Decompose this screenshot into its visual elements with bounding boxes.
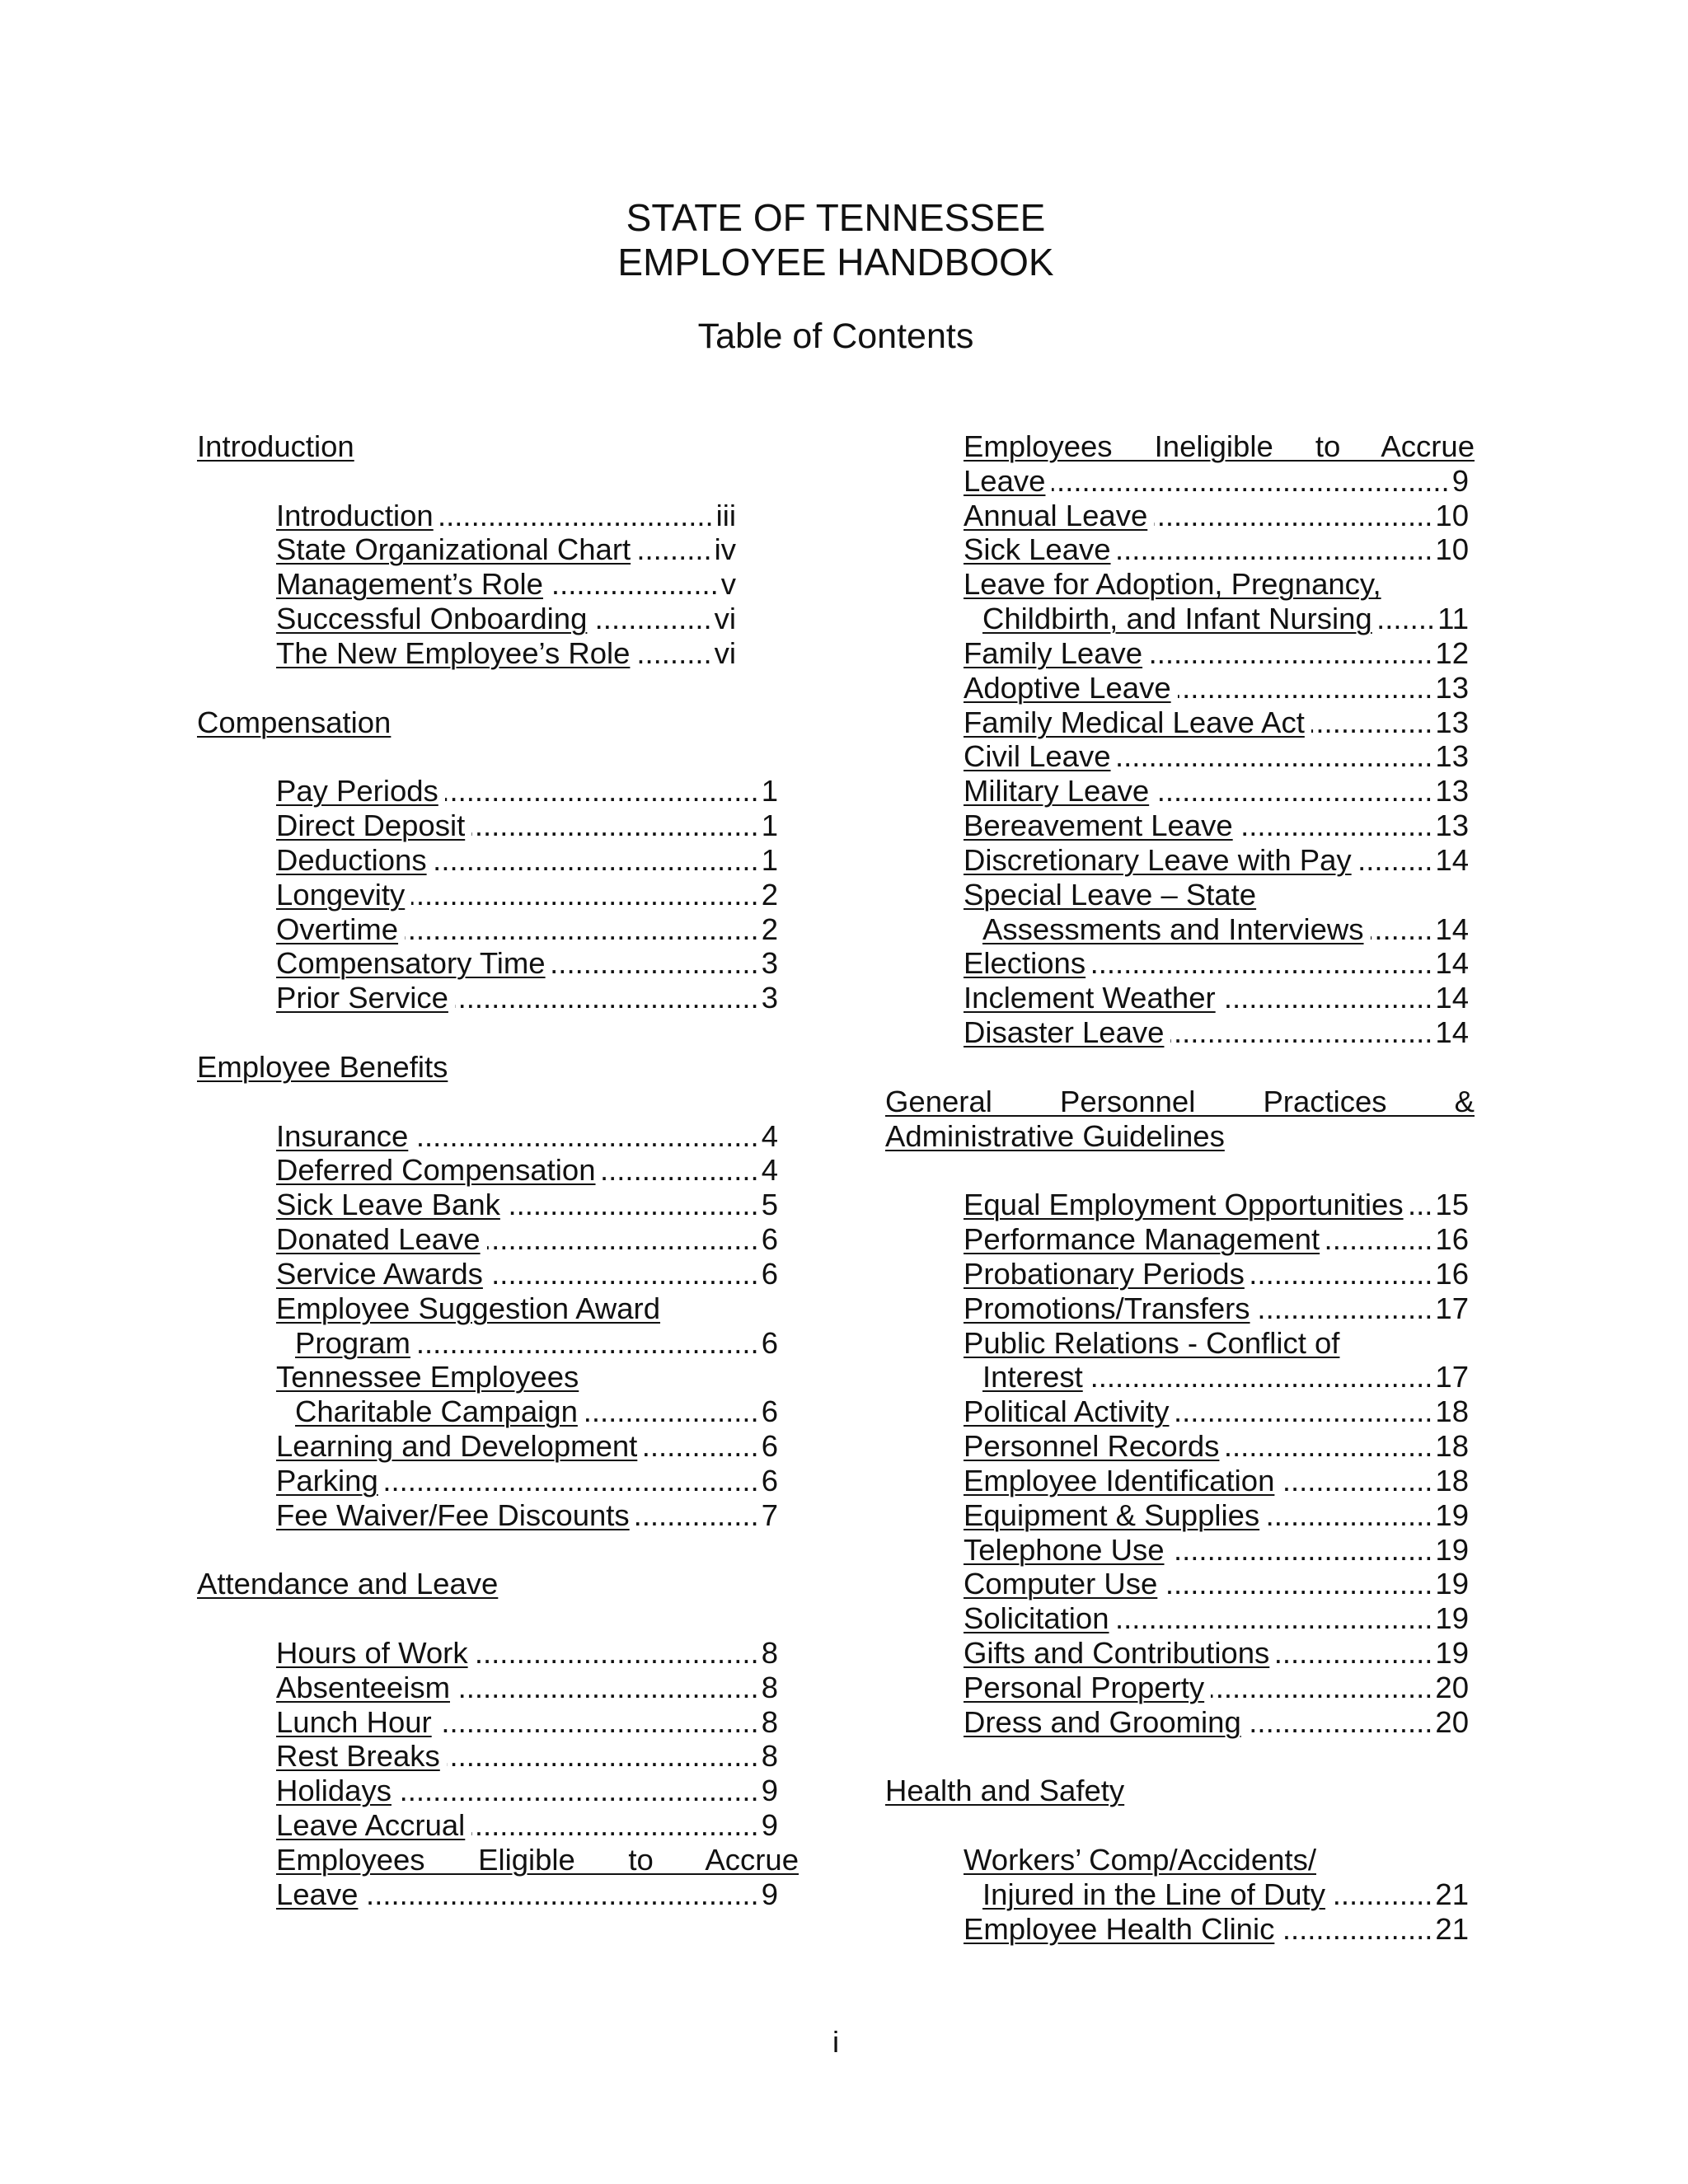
toc-entry-title[interactable]: Rest Breaks	[276, 1739, 440, 1774]
toc-entry	[964, 1705, 1469, 1740]
toc-entry-title[interactable]: Deferred Compensation	[276, 1153, 596, 1188]
dot-leader	[415, 1119, 758, 1154]
toc-entry-title[interactable]: Political Activity	[964, 1394, 1170, 1429]
toc-entry-title[interactable]: Pay Periods	[276, 774, 438, 808]
toc-entry-page: 13	[1435, 774, 1469, 808]
toc-entry-page: 13	[1435, 670, 1469, 705]
toc-entry-title[interactable]: Family Leave	[964, 635, 1143, 670]
toc-entry	[964, 499, 1469, 533]
toc-entry-title-line2[interactable]: Leave	[964, 463, 1046, 498]
toc-entry-title[interactable]: Hours of Work	[276, 1635, 468, 1670]
toc-entry-title[interactable]: Telephone Use	[964, 1532, 1165, 1567]
dot-leader	[1118, 532, 1433, 567]
toc-entry-page: 3	[761, 946, 778, 981]
toc-entry	[276, 499, 736, 533]
toc-entry-title[interactable]: Insurance	[276, 1118, 409, 1153]
toc-entry-page: 9	[761, 1877, 778, 1911]
dot-leader	[1154, 499, 1432, 533]
toc-entry-title[interactable]: Management’s Role	[276, 567, 543, 602]
toc-entry-page: 16	[1435, 1222, 1469, 1257]
dot-leader	[552, 946, 759, 981]
toc-entry-page: 2	[761, 912, 778, 946]
toc-entry-page: 13	[1435, 705, 1469, 739]
toc-entry-page: 14	[1435, 946, 1469, 981]
toc-entry-title[interactable]: Longevity	[276, 877, 406, 912]
toc-entry-title[interactable]: Personal Property	[964, 1670, 1205, 1704]
toc-entry-title[interactable]: Fee Waiver/Fee Discounts	[276, 1497, 630, 1532]
toc-entry-title[interactable]: Gifts and Contributions	[964, 1635, 1270, 1670]
toc-entry	[276, 567, 736, 602]
toc-entry-title-line2[interactable]: Program	[295, 1325, 410, 1360]
toc-entry-title[interactable]: Promotions/Transfers	[964, 1291, 1250, 1325]
toc-entry-page: 20	[1435, 1704, 1469, 1739]
toc-entry-title[interactable]: Employee Identification	[964, 1463, 1275, 1497]
toc-left-column	[197, 429, 799, 1912]
dot-leader	[471, 808, 758, 843]
spacer	[197, 671, 778, 705]
toc-entry-title-line1[interactable]: Tennessee Employees	[276, 1360, 579, 1394]
handbook-title-line1: STATE OF TENNESSEE	[626, 196, 1046, 239]
dot-leader	[487, 1222, 759, 1257]
spacer	[197, 1015, 778, 1050]
toc-entry-line2	[964, 464, 1469, 499]
toc-entry-line1	[276, 1360, 778, 1394]
toc-entry-title[interactable]: State Organizational Chart	[276, 532, 631, 567]
toc-entry-title[interactable]: Adoptive Leave	[964, 670, 1171, 705]
toc-entry	[276, 774, 778, 808]
dot-leader	[636, 1498, 759, 1533]
dot-leader	[507, 1188, 759, 1222]
toc-entry	[276, 981, 778, 1015]
toc-entry-title[interactable]: Dress and Grooming	[964, 1704, 1241, 1739]
dot-leader	[1379, 602, 1435, 636]
toc-entry-title-line2[interactable]: Assessments and Interviews	[982, 912, 1364, 946]
toc-entry-page: 1	[761, 842, 778, 877]
toc-entry-line1	[964, 878, 1469, 912]
toc-entry-page: 14	[1435, 912, 1469, 946]
section-heading-row	[885, 1119, 1469, 1154]
toc-entry-title[interactable]: Equal Employment Opportunities	[964, 1188, 1404, 1222]
toc-entry-title[interactable]: Military Leave	[964, 774, 1150, 808]
toc-entry-line2	[964, 1877, 1469, 1912]
dot-leader	[1226, 1429, 1432, 1464]
toc-entry-page: vi	[714, 602, 736, 636]
toc-entry	[964, 774, 1469, 808]
dot-leader	[1311, 705, 1433, 740]
toc-entry-page: 13	[1435, 739, 1469, 774]
dot-leader	[644, 1429, 758, 1464]
toc-entry-title[interactable]: Overtime	[276, 912, 399, 946]
dot-leader	[1118, 739, 1433, 774]
toc-entry-title[interactable]: Performance Management	[964, 1222, 1320, 1257]
toc-entry	[964, 1636, 1469, 1671]
spacer	[197, 1601, 778, 1636]
dot-leader	[1149, 636, 1432, 671]
toc-entry	[276, 1636, 778, 1671]
toc-entry-title[interactable]: Introduction	[276, 498, 434, 532]
toc-entry	[964, 1394, 1469, 1429]
dot-leader	[1248, 1705, 1433, 1740]
section-heading-health-and-safety[interactable]: Health and Safety	[885, 1774, 1125, 1808]
toc-entry-page: 14	[1435, 1015, 1469, 1050]
toc-entry-title-line1[interactable]: Leave for Adoption, Pregnancy,	[964, 567, 1381, 602]
toc-entry-line1	[964, 1843, 1469, 1877]
toc-entry	[964, 1257, 1469, 1291]
toc-entry	[964, 636, 1469, 671]
toc-entry-line2	[276, 1394, 778, 1429]
toc-entry	[964, 981, 1469, 1015]
dot-leader	[1178, 671, 1433, 705]
toc-entry	[276, 1671, 778, 1705]
toc-entry-page: 9	[761, 1774, 778, 1808]
toc-entry-title[interactable]: Service Awards	[276, 1256, 483, 1291]
dot-leader	[1052, 464, 1449, 499]
dot-leader	[411, 878, 758, 912]
toc-entry	[964, 808, 1469, 843]
section-heading-general-personnel-line2[interactable]: Administrative Guidelines	[885, 1118, 1225, 1153]
dot-leader	[1266, 1498, 1432, 1533]
toc-entry-page: 19	[1435, 1635, 1469, 1670]
toc-entry	[964, 1601, 1469, 1636]
dot-leader	[398, 1774, 759, 1808]
toc-entry	[964, 671, 1469, 705]
toc-entry-title[interactable]: Inclement Weather	[964, 981, 1216, 1015]
toc-entry-title[interactable]: Computer Use	[964, 1567, 1158, 1601]
dot-leader	[593, 602, 711, 636]
toc-entry-title[interactable]: Probationary Periods	[964, 1256, 1245, 1291]
toc-entry-page: 18	[1435, 1463, 1469, 1497]
toc-entry	[964, 1188, 1469, 1222]
toc-entry	[964, 1429, 1469, 1464]
toc-entry	[964, 705, 1469, 740]
toc-entry	[964, 1015, 1469, 1050]
dot-leader	[1332, 1877, 1432, 1912]
toc-entry-page: 17	[1435, 1360, 1469, 1394]
toc-entry-page: 19	[1435, 1532, 1469, 1567]
toc-entry-page: 1	[761, 774, 778, 808]
toc-entry-page: 14	[1435, 842, 1469, 877]
toc-entry	[276, 636, 736, 671]
toc-entry-page: 8	[761, 1704, 778, 1739]
dot-leader	[1410, 1188, 1433, 1222]
dot-leader	[1240, 808, 1433, 843]
toc-entry-page: 8	[761, 1635, 778, 1670]
toc-entry	[964, 1533, 1469, 1568]
toc-entry-title-line1[interactable]: Employees Eligible to Accrue	[276, 1842, 799, 1877]
dot-leader	[455, 981, 759, 1015]
toc-entry-page: iii	[715, 498, 736, 532]
page-number: i	[832, 2025, 840, 2059]
toc-entry-title-line2[interactable]: Leave	[276, 1877, 359, 1911]
toc-entry-title[interactable]: Learning and Development	[276, 1429, 638, 1464]
toc-entry	[276, 1774, 778, 1808]
toc-entry-page: 19	[1435, 1497, 1469, 1532]
dot-leader	[364, 1877, 758, 1912]
dot-leader	[405, 912, 759, 947]
toc-entry-title[interactable]: Lunch Hour	[276, 1704, 432, 1739]
toc-entry	[276, 946, 778, 981]
toc-entry-page: 6	[761, 1394, 778, 1429]
toc-entry-line2	[276, 1326, 778, 1361]
dot-leader	[385, 1464, 759, 1498]
toc-entry-line2	[964, 1360, 1469, 1394]
toc-entry-page: v	[720, 567, 736, 602]
toc-entry	[964, 843, 1469, 878]
toc-entry-page: 8	[761, 1739, 778, 1774]
toc-entry	[276, 843, 778, 878]
toc-entry-page: 12	[1435, 635, 1469, 670]
spacer	[197, 1085, 778, 1119]
toc-entry-page: 5	[761, 1188, 778, 1222]
dot-leader	[440, 499, 714, 533]
toc-entry	[964, 532, 1469, 567]
section-heading-row	[197, 429, 778, 464]
dot-leader	[1090, 1360, 1433, 1394]
toc-entry	[276, 912, 778, 947]
toc-entry-page: 7	[761, 1497, 778, 1532]
dot-leader	[1176, 1394, 1433, 1429]
toc-entry-line1	[964, 567, 1469, 602]
toc-entry	[276, 1188, 778, 1222]
section-heading-row	[197, 1050, 778, 1085]
toc-entry-title[interactable]: Donated Leave	[276, 1222, 481, 1257]
toc-entry-title[interactable]: Compensatory Time	[276, 946, 546, 981]
toc-entry-page: 17	[1435, 1291, 1469, 1325]
toc-entry-page: 19	[1435, 1601, 1469, 1636]
toc-entry-page: 6	[761, 1256, 778, 1291]
toc-entry-title-line2[interactable]: Childbirth, and Infant Nursing	[982, 602, 1372, 636]
spacer	[197, 1533, 778, 1568]
dot-leader	[1251, 1257, 1433, 1291]
toc-entry	[276, 808, 778, 843]
toc-entry-title[interactable]: Annual Leave	[964, 498, 1148, 532]
toc-entry	[964, 1567, 1469, 1601]
toc-entry-title[interactable]: Direct Deposit	[276, 808, 466, 843]
toc-entry-title[interactable]: Family Medical Leave Act	[964, 705, 1305, 739]
toc-entry-page: 18	[1435, 1429, 1469, 1464]
toc-entry	[276, 1739, 778, 1774]
toc-entry	[964, 739, 1469, 774]
toc-entry	[276, 1808, 778, 1843]
spacer	[197, 464, 778, 499]
dot-leader	[417, 1326, 759, 1361]
toc-entry-title[interactable]: Elections	[964, 946, 1086, 981]
toc-entry	[276, 1153, 778, 1188]
section-heading-general-personnel-line1[interactable]: General Personnel Practices &	[885, 1084, 1475, 1118]
dot-leader	[1156, 774, 1432, 808]
dot-leader	[1170, 1015, 1432, 1050]
toc-entry	[276, 1498, 778, 1533]
dot-leader	[603, 1153, 759, 1188]
toc-entry	[964, 946, 1469, 981]
dot-leader	[471, 1808, 758, 1843]
dot-leader	[1326, 1222, 1432, 1257]
toc-entry-title[interactable]: Deductions	[276, 842, 427, 877]
dot-leader	[445, 774, 759, 808]
toc-entry	[276, 602, 736, 636]
toc-entry	[964, 1498, 1469, 1533]
toc-entry-title[interactable]: Sick Leave	[964, 532, 1111, 567]
toc-entry-title-line1[interactable]: Employee Suggestion Award	[276, 1291, 661, 1325]
toc-entry-title[interactable]: Disaster Leave	[964, 1015, 1165, 1050]
toc-entry-line2	[964, 602, 1469, 636]
spacer	[885, 1739, 1469, 1774]
dot-leader	[434, 843, 759, 878]
dot-leader	[1281, 1912, 1432, 1947]
dot-leader	[1171, 1533, 1433, 1568]
toc-entry	[276, 1257, 778, 1291]
toc-entry	[964, 1671, 1469, 1705]
dot-leader	[584, 1394, 759, 1429]
toc-entry-page: 6	[761, 1325, 778, 1360]
toc-entry-page: 13	[1435, 808, 1469, 843]
dot-leader	[1092, 946, 1432, 981]
toc-entry-page: 3	[761, 981, 778, 1015]
toc-title: Table of Contents	[697, 316, 974, 356]
section-heading-compensation[interactable]: Compensation	[197, 705, 392, 739]
spacer	[885, 1050, 1469, 1085]
toc-entry	[964, 1222, 1469, 1257]
toc-entry-title[interactable]: Civil Leave	[964, 739, 1111, 774]
toc-entry	[276, 1464, 778, 1498]
toc-entry-page: 10	[1435, 498, 1469, 532]
toc-entry-title[interactable]: Discretionary Leave with Pay	[964, 842, 1352, 877]
dot-leader	[1222, 981, 1433, 1015]
toc-entry	[276, 1119, 778, 1154]
toc-entry	[964, 1464, 1469, 1498]
toc-entry-title[interactable]: Bereavement Leave	[964, 808, 1233, 843]
dot-leader	[1211, 1671, 1432, 1705]
dot-leader	[636, 636, 711, 671]
dot-leader	[637, 532, 712, 567]
toc-entry	[276, 532, 736, 567]
toc-entry-title-line1[interactable]: Public Relations - Conflict of	[964, 1325, 1340, 1360]
toc-entry-page: 1	[761, 808, 778, 843]
toc-entry-page: 16	[1435, 1256, 1469, 1291]
spacer	[197, 739, 778, 774]
spacer	[885, 1153, 1469, 1188]
toc-entry-title-line1[interactable]: Employees Ineligible to Accrue	[964, 429, 1475, 463]
toc-entry-title[interactable]: The New Employee’s Role	[276, 635, 631, 670]
toc-entry-title[interactable]: Prior Service	[276, 981, 448, 1015]
toc-entry-line2	[964, 912, 1469, 947]
toc-entry-page: 4	[761, 1118, 778, 1153]
toc-entry-line1	[276, 1291, 778, 1326]
toc-entry-title-line1[interactable]: Workers’ Comp/Accidents/	[964, 1842, 1316, 1877]
dot-leader	[1281, 1464, 1432, 1498]
toc-entry-title[interactable]: Leave Accrual	[276, 1808, 466, 1843]
toc-entry-line2	[276, 1877, 778, 1912]
toc-entry-page: 10	[1435, 532, 1469, 567]
toc-entry-page: 6	[761, 1222, 778, 1257]
dot-leader	[475, 1636, 759, 1671]
toc-entry-page: 21	[1435, 1877, 1469, 1911]
toc-entry-title-line2[interactable]: Charitable Campaign	[295, 1394, 578, 1429]
section-heading-employee-benefits[interactable]: Employee Benefits	[197, 1049, 448, 1084]
toc-entry-page: 9	[761, 1808, 778, 1843]
dot-leader	[438, 1705, 759, 1740]
section-heading-row	[197, 1567, 778, 1601]
toc-entry-page: 14	[1435, 981, 1469, 1015]
dot-leader	[457, 1671, 759, 1705]
section-heading-attendance-and-leave[interactable]: Attendance and Leave	[197, 1567, 499, 1601]
toc-entry-page: 8	[761, 1670, 778, 1704]
toc-entry-title-line2[interactable]: Interest	[982, 1360, 1083, 1394]
toc-entry-page: 15	[1435, 1188, 1469, 1222]
toc-entry-title-line2[interactable]: Injured in the Line of Duty	[982, 1877, 1325, 1911]
toc-entry-page: 21	[1435, 1911, 1469, 1946]
toc-entry-title[interactable]: Holidays	[276, 1774, 392, 1808]
toc-entry	[276, 1429, 778, 1464]
section-heading-row	[885, 1774, 1469, 1808]
toc-right-column	[885, 429, 1475, 1946]
toc-entry-title[interactable]: Solicitation	[964, 1601, 1109, 1636]
dot-leader	[1257, 1291, 1433, 1326]
toc-entry-page: vi	[714, 635, 736, 670]
toc-entry-page: 6	[761, 1463, 778, 1497]
dot-leader	[1116, 1601, 1433, 1636]
dot-leader	[447, 1739, 759, 1774]
section-heading-introduction[interactable]: Introduction	[197, 429, 354, 463]
handbook-title-line2: EMPLOYEE HANDBOOK	[617, 241, 1054, 284]
dot-leader	[490, 1257, 759, 1291]
dot-leader	[1276, 1636, 1432, 1671]
dot-leader	[1371, 912, 1433, 947]
toc-entry-title-line1[interactable]: Special Leave – State	[964, 877, 1257, 912]
toc-entry-page: 9	[1451, 463, 1469, 498]
toc-entry-title[interactable]: Successful Onboarding	[276, 602, 588, 636]
dot-leader	[1164, 1567, 1432, 1601]
toc-entry-page: 6	[761, 1429, 778, 1464]
toc-entry-title[interactable]: Sick Leave Bank	[276, 1188, 500, 1222]
toc-entry-title[interactable]: Personnel Records	[964, 1429, 1220, 1464]
toc-entry	[276, 1222, 778, 1257]
toc-entry-page: 18	[1435, 1394, 1469, 1429]
toc-entry-page: 4	[761, 1153, 778, 1188]
toc-entry	[964, 1291, 1469, 1326]
toc-entry-page: 20	[1435, 1670, 1469, 1704]
section-heading-row	[197, 705, 778, 740]
toc-entry-page: 2	[761, 877, 778, 912]
toc-entry-page: 19	[1435, 1567, 1469, 1601]
toc-entry-line1	[964, 1326, 1469, 1361]
toc-entry-title[interactable]: Absenteeism	[276, 1670, 450, 1704]
toc-entry-title[interactable]: Employee Health Clinic	[964, 1911, 1275, 1946]
dot-leader	[1358, 843, 1433, 878]
toc-entry	[276, 1705, 778, 1740]
dot-leader	[550, 567, 719, 602]
toc-entry-title[interactable]: Equipment & Supplies	[964, 1497, 1260, 1532]
toc-entry	[276, 878, 778, 912]
toc-entry-title[interactable]: Parking	[276, 1463, 378, 1497]
toc-entry-page: 11	[1437, 602, 1469, 636]
toc-entry	[964, 1912, 1469, 1947]
toc-entry-page: iv	[714, 532, 736, 567]
spacer	[885, 1808, 1469, 1843]
